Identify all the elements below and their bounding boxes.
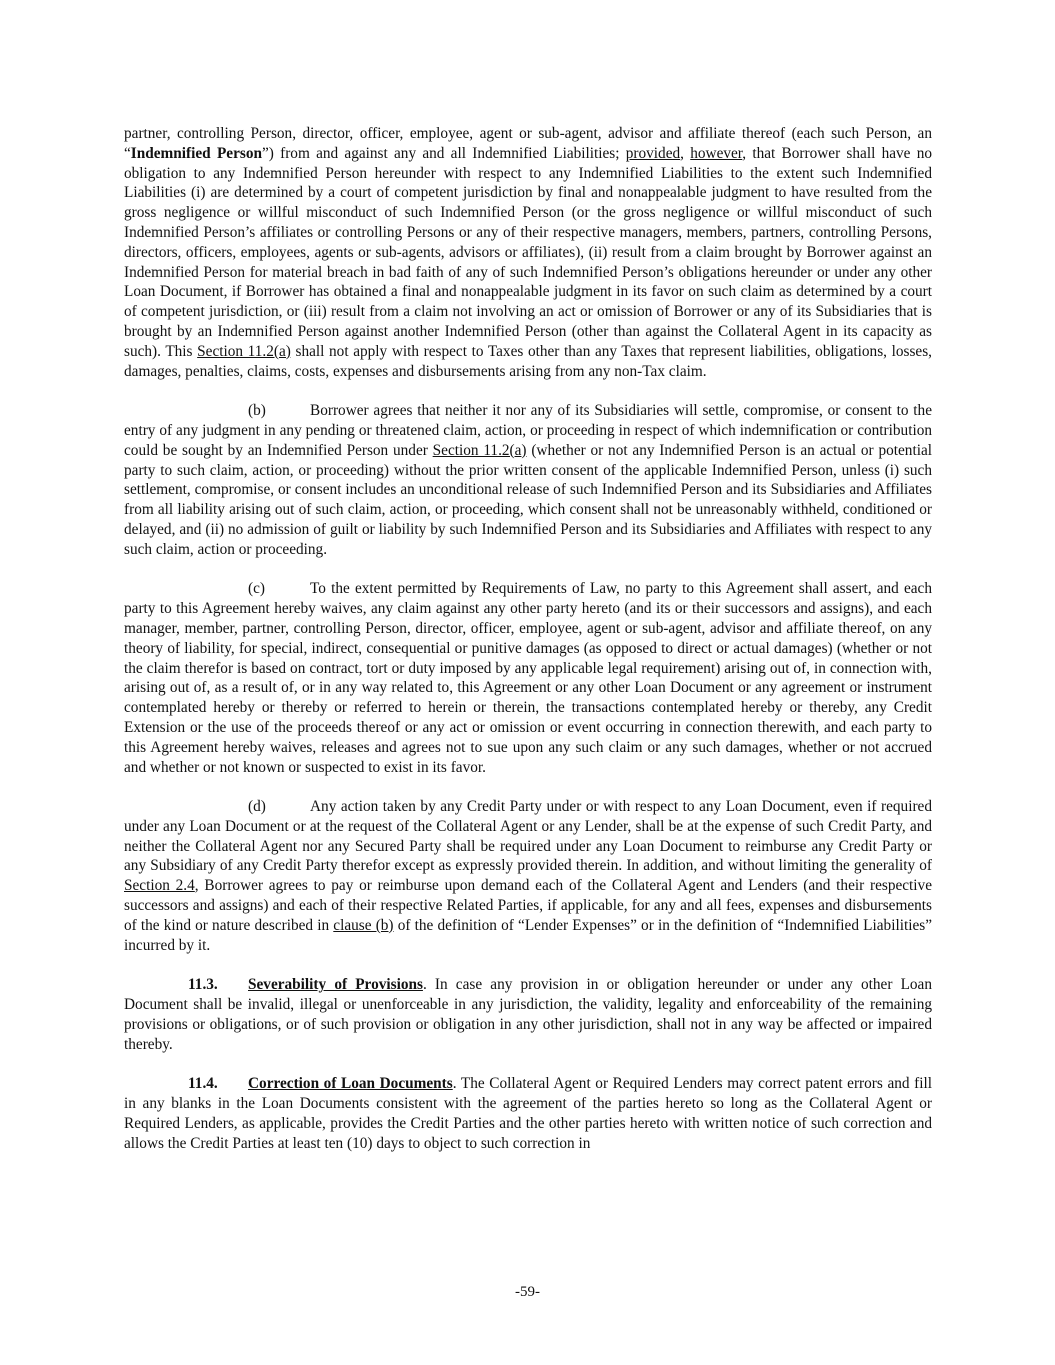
- text: Borrower agrees that neither it nor any of its Subsidiaries will settle, compromise, or consent to the entry of any judgment in any pending or threatened claim, action, or proceeding in respect of which indemnification or contribution could be sought by an Indemnified Person under: [124, 402, 932, 459]
- underlined-term: provided: [625, 144, 681, 162]
- paragraph-indemnification-continued: [124, 124, 932, 381]
- section-reference: Section 11.2(a): [197, 342, 291, 360]
- section-number: 11.3.: [188, 976, 218, 994]
- clause-label: (b): [248, 402, 266, 420]
- section-reference: Section 2.4: [124, 877, 195, 895]
- section-heading: Correction of Loan Documents: [248, 1075, 453, 1093]
- section-number: 11.4.: [188, 1075, 218, 1093]
- text: , Borrower agrees to pay or reimburse upon demand each of the Collateral Agent and Lenders (and their respective successors and assigns) and each of their respective Related Parties, if applicable, for any and all fees, expenses and disbursements of the kind or nature described in: [124, 877, 932, 934]
- clause-label: (c): [248, 580, 265, 598]
- text: partner, controlling Person, director, officer, employee, agent or sub-agent, advisor and affiliate thereof (each such Person, an “: [124, 125, 932, 162]
- paragraph-d: [124, 797, 932, 955]
- text: shall not apply with respect to Taxes other than any Taxes that represent liabilities, obligations, losses, damages, penalties, claims, costs, expenses and disbursements arising from any non-Tax claim.: [124, 342, 932, 380]
- text: . In case any provision in or obligation hereunder or under any other Loan Document shall be invalid, illegal or unenforceable in any jurisdiction, the validity, legality and enforceability of the remaining provisions or obligations, or of such provision or obligation in any other jurisdiction, shall not in any way be affected or impaired thereby.: [124, 976, 932, 1053]
- document-page: [124, 124, 932, 1173]
- text: , that Borrower shall have no obligation to any Indemnified Person hereunder with respect to any Indemnified Liabilities to the extent such Indemnified Liabilities (i) are determined by a court of competent jurisdiction by final and nonappealable judgment to have resulted from the gross negligence or willful misconduct of such Indemnified Person (or the gross negligence or willful misconduct of such Indemnified Person’s affiliates or controlling Persons or any of their respective managers, members, partners, controlling Persons, directors, officers, employees, agents or sub-agents, advisors or affiliates), (ii) result from a claim brought by Borrower against an Indemnified Person for material breach in bad faith of any of such Indemnified Person’s obligations hereunder or under any other Loan Document, if Borrower has obtained a final and nonappealable judgment in its favor on such claim as determined by a court of competent jurisdiction, or (iii) result from a claim not involving an act or omission of Borrower or any of its Subsidiaries that is brought by an Indemnified Person against another Indemnified Person (other than against the Collateral Agent in its capacity as such). This: [124, 144, 932, 360]
- section-11-4: [124, 1074, 932, 1153]
- text: ”) from and against any and all Indemnified Liabilities;: [261, 144, 626, 162]
- clause-reference: clause (b): [333, 916, 394, 934]
- underlined-term: however: [690, 144, 743, 162]
- section-reference: Section 11.2(a): [432, 441, 527, 459]
- text: . The Collateral Agent or Required Lenders may correct patent errors and fill in any blanks in the Loan Documents consistent with the agreement of the parties hereto so long as the Collateral Agent or Required Lenders, as applicable, provides the Credit Parties and the other parties hereto with written notice of such correction and allows the Credit Parties at least ten (10) days to object to such correction in: [124, 1075, 932, 1152]
- section-heading: Severability of Provisions: [248, 976, 423, 994]
- text: ,: [680, 144, 691, 162]
- text: (whether or not any Indemnified Person is an actual or potential party to such claim, action, or proceeding) without the prior written consent of the applicable Indemnified Person, unless (i) such settlement, compromise, or consent includes an unconditional release of such Indemnified Person and its Subsidiaries and Affiliates from all liability arising out of such claim, action, or proceeding, which consent shall not be unreasonably withheld, conditioned or delayed, and (ii) no admission of guilt or liability by such Indemnified Person and its Subsidiaries and Affiliates with respect to any such claim, action or proceeding.: [124, 441, 932, 558]
- section-11-3: [124, 975, 932, 1054]
- text: of the definition of “Lender Expenses” or in the definition of “Indemnified Liabilities” incurred by it.: [124, 916, 932, 954]
- text: To the extent permitted by Requirements of Law, no party to this Agreement shall assert, and each party to this Agreement hereby waives, any claim against any other party hereto (and its or their successors and assigns), and each manager, member, partner, controlling Person, director, officer, employee, agent or sub-agent, advisor and affiliate thereof, on any theory of liability, for special, indirect, consequential or punitive damages (as opposed to direct or actual damages) (whether or not the claim therefor is based on contract, tort or duty imposed by any applicable legal requirement) arising out of, in connection with, arising out of, as a result of, or in any way related to, this Agreement or any other Loan Document or any agreement or instrument contemplated hereby or thereby or referred to herein or therein, the transactions contemplated hereby or thereby, any Credit Extension or the use of the proceeds thereof or any act or omission or event occurring in connection therewith, and each party to this Agreement hereby waives, releases and agrees not to sue upon any such claim or any such damages, whether or not accrued and whether or not known or suspected to exist in its favor.: [124, 580, 932, 776]
- clause-label: (d): [248, 798, 266, 816]
- paragraph-c: [124, 579, 932, 777]
- page-number: -59-: [515, 1284, 540, 1300]
- text: Any action taken by any Credit Party under or with respect to any Loan Document, even if required under any Loan Document or at the request of the Collateral Agent or any Lender, shall be at the expense of such Credit Party, and neither the Collateral Agent nor any Secured Party shall be required under any Loan Document to reimburse any Credit Party or any Subsidiary of any Credit Party therefor except as expressly provided therein. In addition, and without limiting the generality of: [124, 798, 932, 875]
- defined-term: Indemnified Person: [130, 144, 262, 162]
- paragraph-b: [124, 401, 932, 559]
